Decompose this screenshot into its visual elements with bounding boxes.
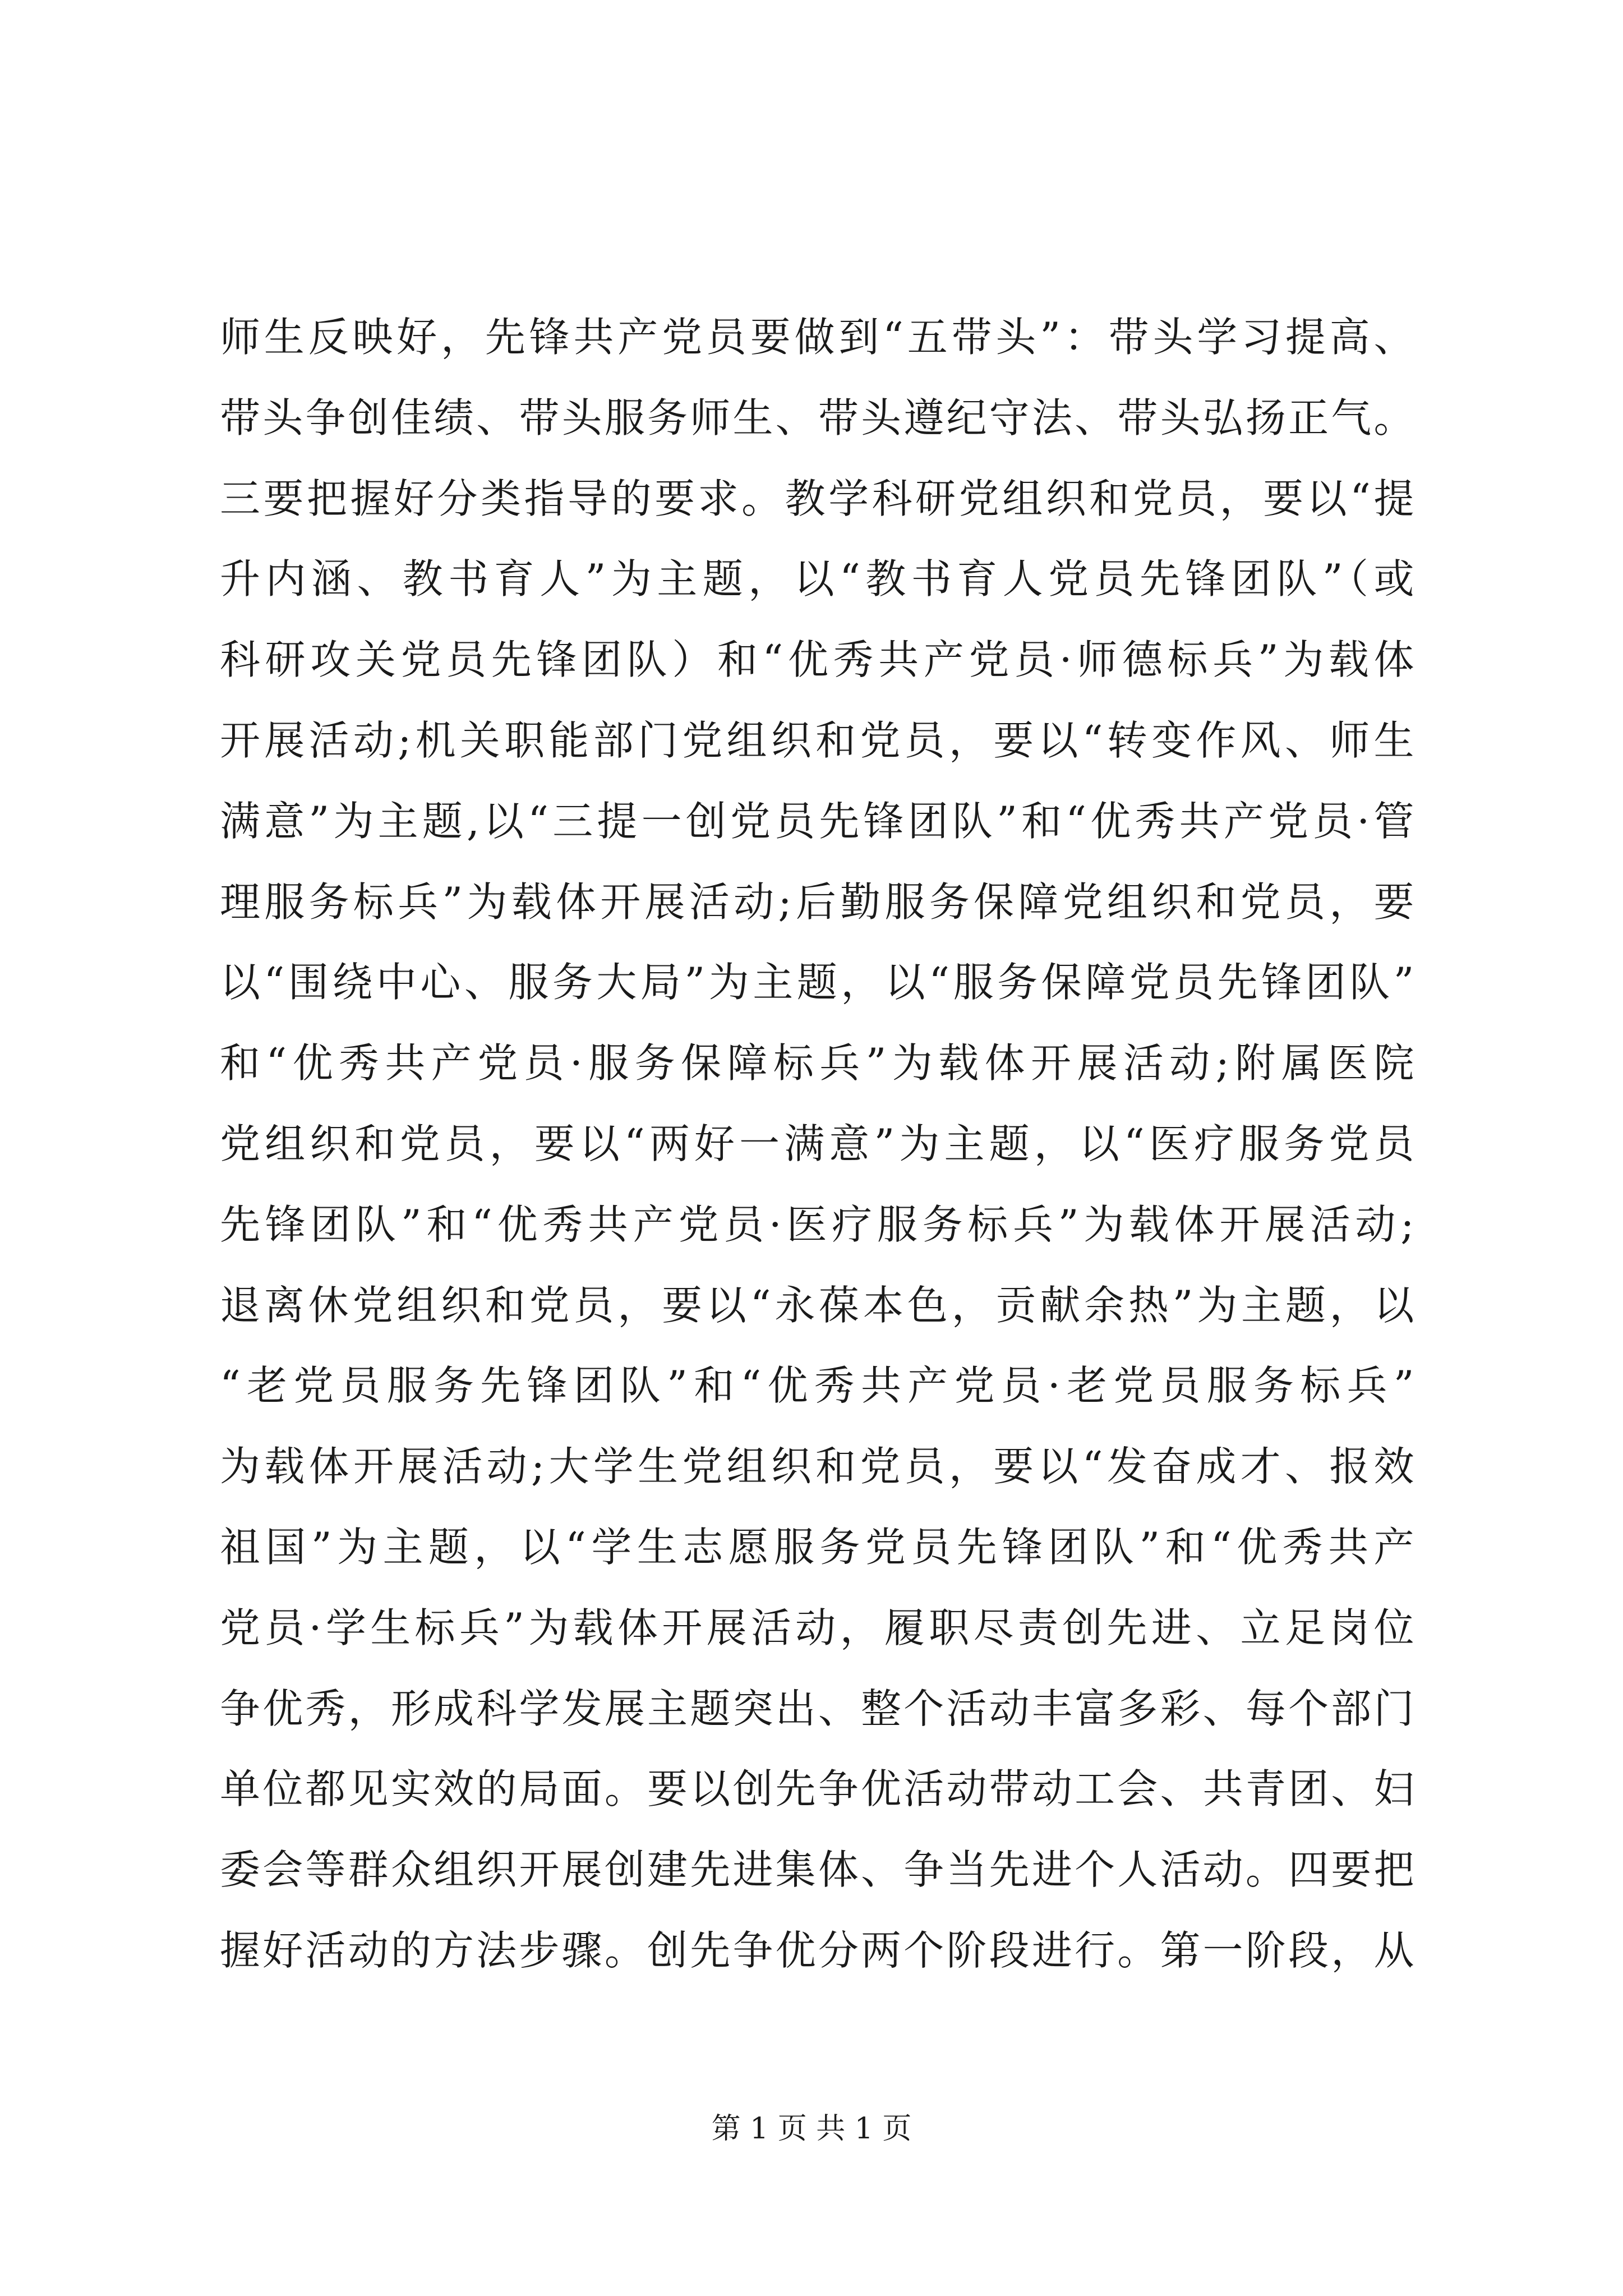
text-line: 握好活动的方法步骤。创先争优分两个阶段进行。第一阶段，从 <box>220 1926 1414 1974</box>
text-line: 和“优秀共产党员·服务保障标兵”为载体开展活动;附属医院 <box>220 1039 1414 1087</box>
text-line: 先锋团队”和“优秀共产党员·医疗服务标兵”为载体开展活动; <box>220 1200 1414 1248</box>
text-line: 单位都见实效的局面。要以创先争优活动带动工会、共青团、妇 <box>220 1765 1414 1813</box>
text-line: 科研攻关党员先锋团队）和“优秀共产党员·师德标兵”为载体 <box>220 636 1414 684</box>
text-line: 党员·学生标兵”为载体开展活动，履职尽责创先进、立足岗位 <box>220 1604 1414 1651</box>
text-line: 党组织和党员，要以“两好一满意”为主题，以“医疗服务党员 <box>220 1120 1414 1167</box>
text-line: 理服务标兵”为载体开展活动;后勤服务保障党组织和党员，要 <box>220 878 1414 926</box>
page-number-footer: 第 1 页 共 1 页 <box>711 2112 912 2146</box>
text-line: 以“围绕中心、服务大局”为主题，以“服务保障党员先锋团队” <box>220 959 1414 1006</box>
text-line: 为载体开展活动;大学生党组织和党员，要以“发奋成才、报效 <box>220 1443 1414 1490</box>
text-line: 三要把握好分类指导的要求。教学科研党组织和党员，要以“提 <box>220 475 1414 522</box>
text-line: 委会等群众组织开展创建先进集体、争当先进个人活动。四要把 <box>220 1846 1414 1894</box>
body-text <box>220 297 1414 1991</box>
text-line: 升内涵、教书育人”为主题，以“教书育人党员先锋团队”（或 <box>220 555 1414 603</box>
text-line: 带头争创佳绩、带头服务师生、带头遵纪守法、带头弘扬正气。 <box>220 394 1414 441</box>
text-line: 退离休党组织和党员，要以“永葆本色，贡献余热”为主题，以 <box>220 1281 1414 1329</box>
text-line: 开展活动;机关职能部门党组织和党员，要以“转变作风、师生 <box>220 716 1414 764</box>
text-line: 争优秀，形成科学发展主题突出、整个活动丰富多彩、每个部门 <box>220 1685 1414 1732</box>
text-line: “老党员服务先锋团队”和“优秀共产党员·老党员服务标兵” <box>220 1362 1414 1410</box>
text-line: 师生反映好，先锋共产党员要做到“五带头”：带头学习提高、 <box>220 314 1414 361</box>
text-line: 祖国”为主题，以“学生志愿服务党员先锋团队”和“优秀共产 <box>220 1523 1414 1571</box>
text-line: 满意”为主题,以“三提一创党员先锋团队”和“优秀共产党员·管 <box>220 797 1414 845</box>
